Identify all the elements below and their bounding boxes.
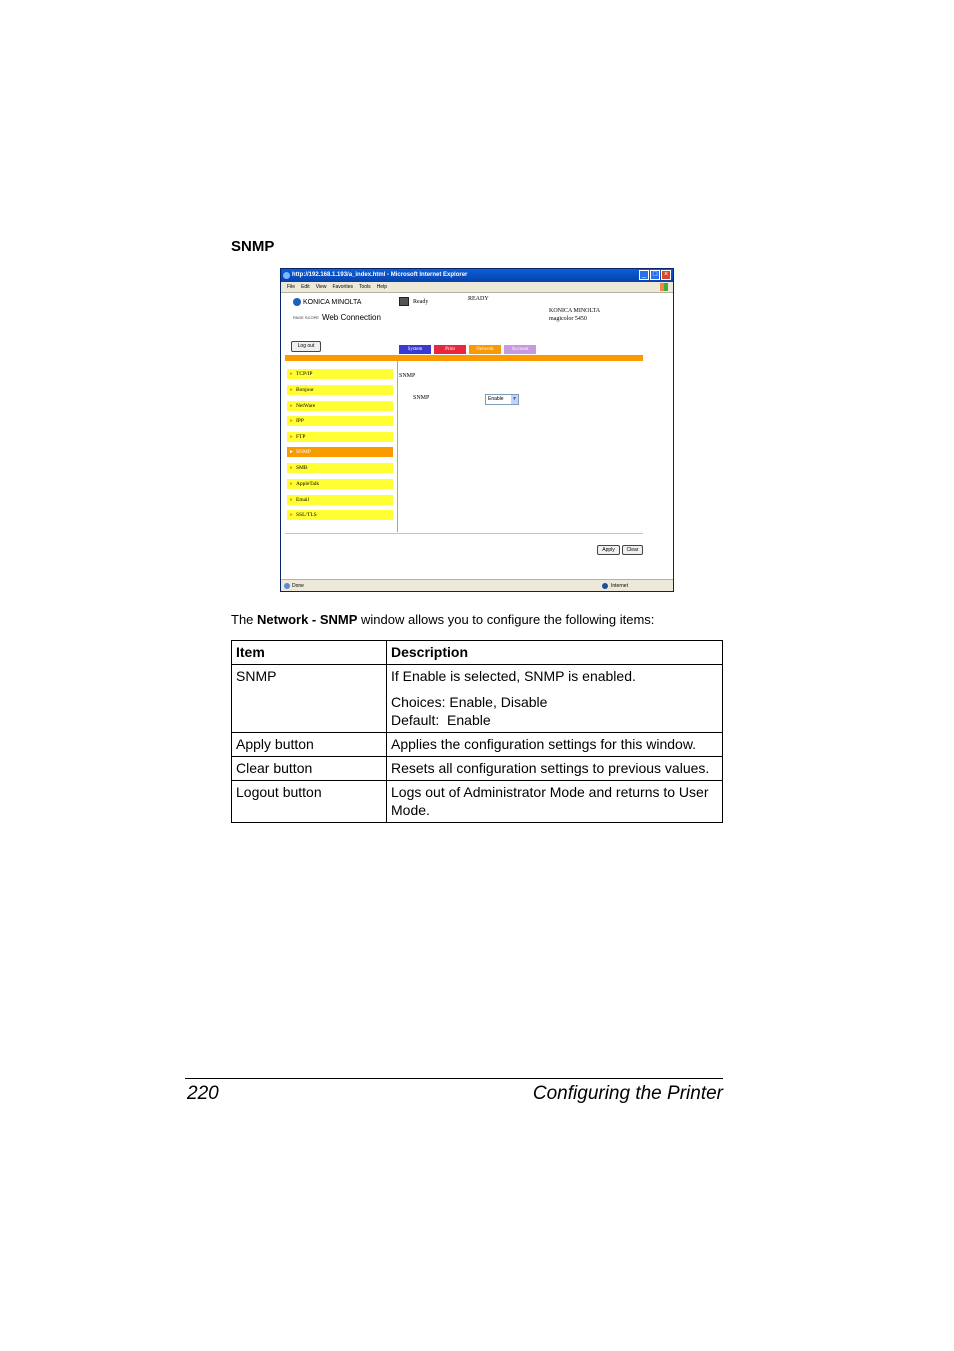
row-choices: Choices: Enable, Disable [391, 694, 548, 710]
row-description: Applies the configuration settings for this window. [387, 733, 723, 757]
sidebar-item-ftp[interactable]: ► FTP [287, 432, 393, 443]
browser-status-bar [281, 579, 673, 592]
snmp-field-label: SNMP [413, 395, 430, 401]
web-page-content [281, 293, 673, 579]
row-default: Default: Enable [391, 712, 491, 728]
row-description: If Enable is selected, SNMP is enabled. Choices: Enable, Disable Default: Enable [387, 665, 723, 733]
sidebar-item-netware[interactable]: ► NetWare [287, 401, 393, 412]
footer-divider [285, 533, 643, 534]
browser-title: http://192.168.1.193/a_index.html - Microsoft Internet Explorer [292, 272, 468, 278]
tab-print[interactable]: Print [434, 345, 466, 354]
brand-logo: KONICA MINOLTA [293, 298, 361, 306]
sidebar-item-appletalk[interactable]: ► AppleTalk [287, 479, 393, 490]
panel-title: SNMP [399, 373, 416, 379]
menu-edit[interactable]: Edit [301, 284, 310, 290]
sidebar-item-smb[interactable]: ► SMB [287, 463, 393, 474]
model-name: magicolor 5450 [549, 316, 587, 322]
arrow-icon: ► [289, 435, 294, 440]
globe-icon [293, 298, 301, 306]
menu-tools[interactable]: Tools [359, 284, 371, 290]
row-item: Apply button [232, 733, 387, 757]
items-table [231, 640, 723, 823]
menu-favorites[interactable]: Favorites [332, 284, 353, 290]
sidebar-item-email[interactable]: ► Email [287, 495, 393, 506]
sidebar-item-tcpip[interactable]: ► TCP/IP [287, 369, 393, 380]
logout-button[interactable]: Log out [291, 341, 321, 352]
arrow-icon: ► [289, 419, 294, 424]
status-done: Done [292, 583, 304, 589]
table-row [232, 781, 723, 823]
arrow-icon: ► [289, 450, 294, 455]
header-divider [285, 355, 643, 361]
table-row [232, 757, 723, 781]
intro-paragraph: The Network - SNMP window allows you to configure the following items: [231, 612, 655, 627]
arrow-icon: ► [289, 372, 294, 377]
sidebar-item-ssltls[interactable]: ► SSL/TLS [287, 510, 393, 521]
clear-button[interactable]: Clear [622, 545, 643, 555]
arrow-icon: ► [289, 404, 294, 409]
menu-view[interactable]: View [315, 284, 327, 290]
product-logo: PAGE SCOPE Web Connection [293, 313, 381, 322]
apply-button[interactable]: Apply [597, 545, 620, 555]
intro-window-name: Network - SNMP [257, 612, 358, 627]
menu-file[interactable]: File [287, 284, 296, 290]
arrow-icon: ► [289, 513, 294, 518]
browser-screenshot [280, 268, 674, 592]
page-icon [284, 583, 290, 589]
printer-status: Ready [413, 299, 429, 305]
snmp-select[interactable] [485, 394, 519, 405]
header-description: Description [387, 641, 723, 665]
windows-flag-icon [660, 283, 668, 291]
status-zone: Internet [611, 583, 628, 589]
snmp-select-value: Enable [488, 396, 504, 402]
page-number: 220 [187, 1083, 219, 1104]
model-vendor: KONICA MINOLTA [549, 308, 601, 314]
sidebar-item-bonjour[interactable]: ► Bonjour [287, 385, 393, 396]
row-item: SNMP [232, 665, 387, 733]
close-icon[interactable]: × [661, 270, 671, 280]
section-title: SNMP [231, 238, 275, 255]
row-item: Logout button [232, 781, 387, 823]
ready-message: READY [468, 296, 489, 302]
tab-account[interactable]: Account [504, 345, 536, 354]
browser-title-bar [281, 269, 673, 282]
menu-help[interactable]: Help [376, 284, 387, 290]
internet-zone-icon [602, 583, 608, 589]
header-item: Item [232, 641, 387, 665]
tab-network[interactable]: Network [469, 345, 501, 354]
arrow-icon: ► [289, 482, 294, 487]
table-row [232, 665, 723, 733]
table-header-row [232, 641, 723, 665]
row-description: Resets all configuration settings to previous values. [387, 757, 723, 781]
ie-icon [283, 272, 290, 279]
row-description: Logs out of Administrator Mode and returns to User Mode. [387, 781, 723, 823]
chapter-title: Configuring the Printer [532, 1083, 723, 1104]
chevron-down-icon[interactable]: ▼ [512, 396, 517, 402]
sidebar-item-ipp[interactable]: ► IPP [287, 416, 393, 427]
sidebar-divider [397, 361, 398, 532]
minimize-icon[interactable]: _ [639, 270, 649, 280]
arrow-icon: ► [289, 466, 294, 471]
table-row [232, 733, 723, 757]
product-prefix: PAGE SCOPE [293, 314, 319, 320]
browser-menu-bar [281, 282, 673, 293]
sidebar-item-snmp[interactable]: ► SNMP [287, 447, 393, 458]
row-item: Clear button [232, 757, 387, 781]
arrow-icon: ► [289, 498, 294, 503]
maximize-icon[interactable]: □ [650, 270, 660, 280]
printer-icon [399, 297, 409, 306]
arrow-icon: ► [289, 388, 294, 393]
footer-rule [185, 1078, 723, 1079]
tab-system[interactable]: System [399, 345, 431, 354]
